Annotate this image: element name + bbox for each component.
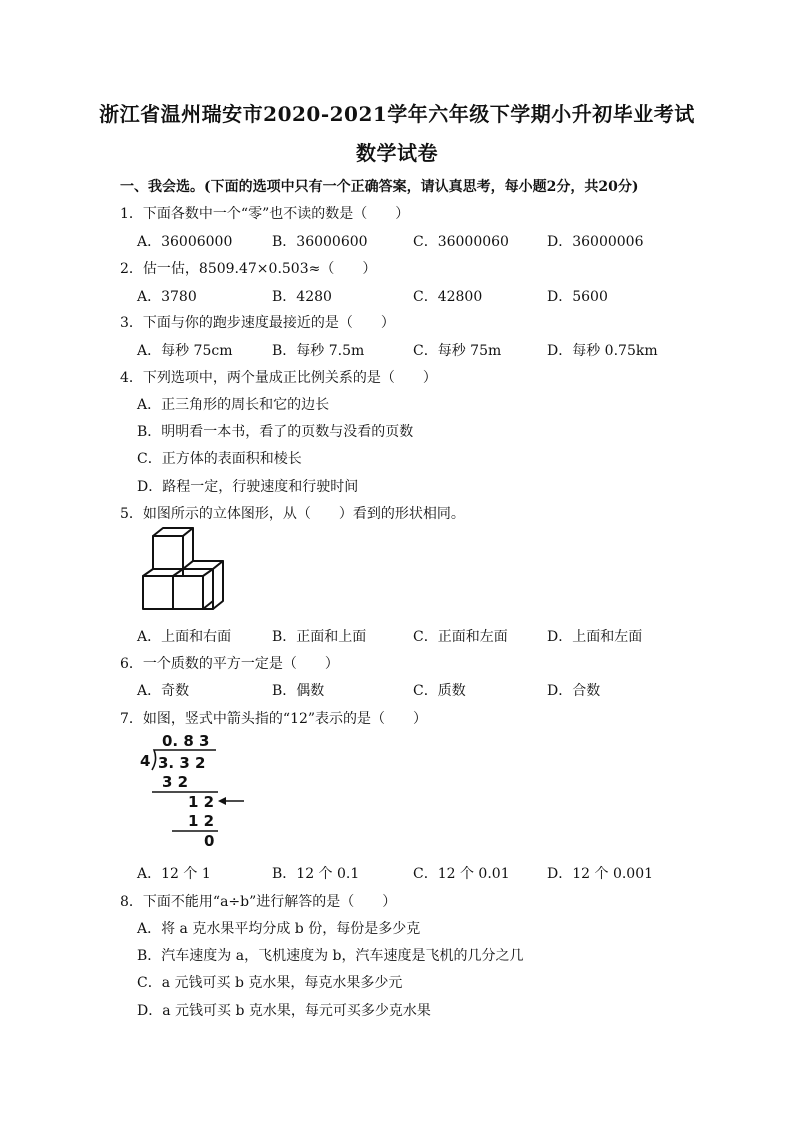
option-a: A．将 a 克水果平均分成 b 份，每份是多少克 <box>137 921 421 937</box>
option-a: A．3780 <box>137 289 197 305</box>
divisor-text: 4 <box>140 752 151 770</box>
section-heading: 一、我会选。(下面的选项中只有一个正确答案，请认真思考，每小题2分，共20分) <box>120 179 639 195</box>
option-d: D．上面和左面 <box>547 629 643 645</box>
option-b: B．明明看一本书，看了的页数与没看的页数 <box>137 424 414 440</box>
option-a: A．36006000 <box>137 234 233 250</box>
option-b: B．每秒 7.5m <box>272 343 365 359</box>
option-c: C．42800 <box>413 289 483 305</box>
option-a: A．上面和右面 <box>137 629 232 645</box>
question-stem: 4．下列选项中，两个量成正比例关系的是（ ） <box>120 370 437 386</box>
question-stem: 6．一个质数的平方一定是（ ） <box>120 656 339 672</box>
option-b: B．正面和上面 <box>272 629 367 645</box>
exam-title: 浙江省温州瑞安市2020-2021学年六年级下学期小升初毕业考试 <box>99 102 695 126</box>
option-b: B．12 个 0.1 <box>272 866 360 882</box>
step1-text: 3 2 <box>162 773 189 791</box>
option-b: B．36000600 <box>272 234 368 250</box>
long-division-figure <box>138 730 253 852</box>
arrow-icon <box>218 797 226 805</box>
option-b: B．4280 <box>272 289 332 305</box>
option-c: C．正面和左面 <box>413 629 508 645</box>
option-a: A．奇数 <box>137 683 190 699</box>
cube-stack-figure <box>135 526 235 616</box>
option-c: C．a 元钱可买 b 克水果，每克水果多少元 <box>137 975 403 991</box>
option-a: A．12 个 1 <box>137 866 211 882</box>
option-c: C．每秒 75m <box>413 343 502 359</box>
option-d: D．每秒 0.75km <box>547 343 658 359</box>
quotient-text: 0. 8 3 <box>162 732 210 750</box>
option-b: B．汽车速度为 a，飞机速度为 b，汽车速度是飞机的几分之几 <box>137 948 524 964</box>
option-d: D．合数 <box>547 683 601 699</box>
option-c: C．36000060 <box>413 234 509 250</box>
option-a: A．正三角形的周长和它的边长 <box>137 397 330 413</box>
step2-text: 1 2 <box>188 812 215 830</box>
option-d: D．路程一定，行驶速度和行驶时间 <box>137 479 359 495</box>
option-d: D．36000006 <box>547 234 644 250</box>
exam-subtitle: 数学试卷 <box>356 141 438 165</box>
option-d: D．a 元钱可买 b 克水果，每元可买多少克水果 <box>137 1003 431 1019</box>
question-stem: 3．下面与你的跑步速度最接近的是（ ） <box>120 315 395 331</box>
option-c: C．正方体的表面积和棱长 <box>137 451 302 467</box>
option-d: D．12 个 0.001 <box>547 866 654 882</box>
remainder1-text: 1 2 <box>188 793 215 811</box>
option-b: B．偶数 <box>272 683 325 699</box>
question-stem: 1．下面各数中一个“零”也不读的数是（ ） <box>120 206 410 222</box>
option-a: A．每秒 75cm <box>137 343 233 359</box>
dividend-text: 3. 3 2 <box>158 754 206 772</box>
option-c: C．12 个 0.01 <box>413 866 510 882</box>
remainder2-text: 0 <box>204 832 215 850</box>
question-stem: 7．如图，竖式中箭头指的“12”表示的是（ ） <box>120 711 428 727</box>
question-stem: 2．估一估，8509.47×0.503≈（ ） <box>120 261 377 277</box>
option-d: D．5600 <box>547 289 608 305</box>
option-c: C．质数 <box>413 683 466 699</box>
question-stem: 8．下面不能用“a÷b”进行解答的是（ ） <box>120 894 397 910</box>
question-stem: 5．如图所示的立体图形，从（ ）看到的形状相同。 <box>120 506 465 522</box>
